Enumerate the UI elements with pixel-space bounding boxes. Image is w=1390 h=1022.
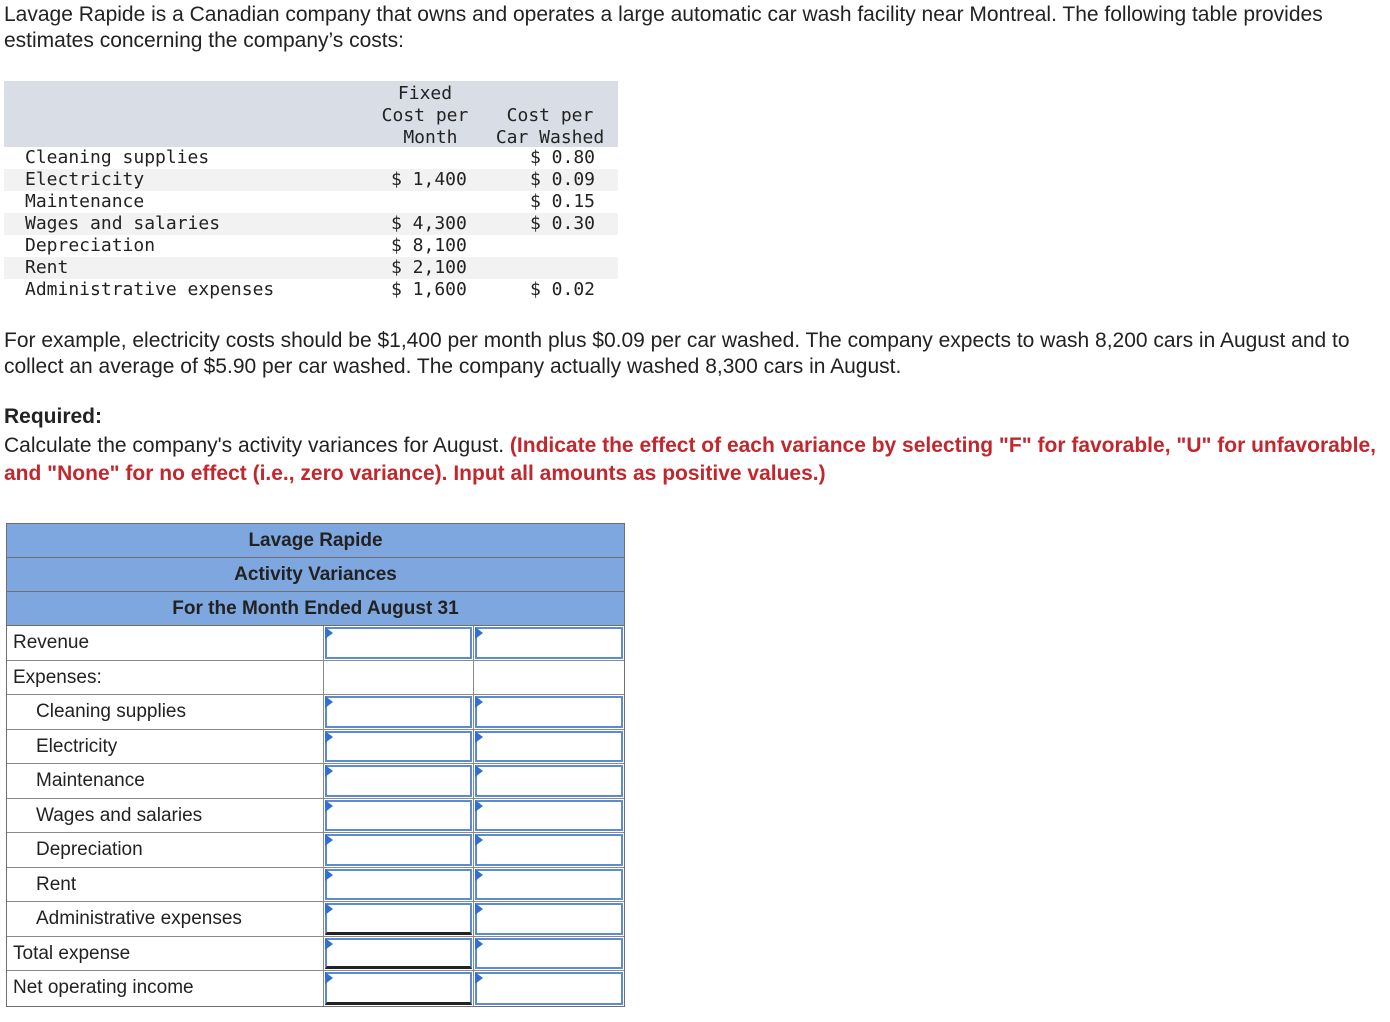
row-label: Maintenance: [7, 764, 324, 798]
effect-select[interactable]: [475, 903, 623, 935]
row-label: Cleaning supplies: [7, 695, 324, 729]
required-heading: Required:: [4, 405, 103, 428]
amount-input[interactable]: [325, 972, 472, 1005]
row-label: Wages and salaries: [7, 799, 324, 833]
fixed-cost: $ 8,100: [391, 235, 467, 256]
dropdown-marker-icon: [325, 869, 333, 881]
effect-cell[interactable]: [474, 902, 624, 936]
cost-row: [4, 279, 618, 301]
dropdown-marker-icon: [325, 834, 333, 846]
header-fixed-cost: Fixed Cost per Month: [381, 83, 469, 148]
empty-cell: [324, 661, 474, 695]
amount-input[interactable]: [325, 903, 472, 935]
dropdown-marker-icon: [325, 731, 333, 743]
effect-select[interactable]: [475, 800, 623, 832]
amount-input[interactable]: [325, 869, 472, 901]
cost-row: [4, 257, 618, 279]
row-label: Administrative expenses: [7, 902, 324, 936]
dropdown-marker-icon: [475, 627, 483, 639]
dropdown-marker-icon: [325, 765, 333, 777]
table-row-total-expense: [7, 937, 624, 972]
company-title: [7, 524, 624, 558]
amount-cell[interactable]: [324, 868, 474, 902]
row-label: Expenses:: [7, 661, 324, 695]
amount-input[interactable]: [325, 696, 472, 728]
row-label: Net operating income: [7, 971, 324, 1006]
cost-row: [4, 191, 618, 213]
required-question: Calculate the company's activity variances for August.: [4, 434, 510, 457]
dropdown-marker-icon: [325, 903, 333, 915]
amount-cell[interactable]: [324, 833, 474, 867]
effect-cell[interactable]: [474, 626, 624, 660]
cost-label: Depreciation: [25, 235, 156, 256]
table-row-electricity: [7, 730, 624, 765]
effect-cell[interactable]: [474, 971, 624, 1006]
dropdown-marker-icon: [475, 800, 483, 812]
fixed-cost: $ 4,300: [391, 213, 467, 234]
amount-cell[interactable]: [324, 764, 474, 798]
table-row-depreciation: [7, 833, 624, 868]
table-row-net-operating-income: [7, 971, 624, 1006]
amount-input[interactable]: [325, 765, 472, 797]
amount-input[interactable]: [325, 627, 472, 659]
effect-cell[interactable]: [474, 799, 624, 833]
required-text: [4, 432, 1384, 488]
fixed-cost: $ 1,400: [391, 169, 467, 190]
effect-select[interactable]: [475, 696, 623, 728]
dropdown-marker-icon: [325, 938, 333, 950]
amount-cell[interactable]: [324, 695, 474, 729]
amount-input[interactable]: [325, 800, 472, 832]
effect-cell[interactable]: [474, 730, 624, 764]
cost-row: [4, 235, 618, 257]
variable-cost: $ 0.02: [530, 279, 596, 300]
table-row-administrative-expenses: [7, 902, 624, 937]
cost-label: Administrative expenses: [25, 279, 275, 300]
cost-table-header: [4, 81, 618, 147]
dropdown-marker-icon: [475, 972, 483, 984]
effect-cell[interactable]: [474, 868, 624, 902]
effect-cell[interactable]: [474, 695, 624, 729]
cost-label: Rent: [25, 257, 69, 278]
cost-estimates-table: [4, 81, 618, 301]
cost-row: [4, 147, 618, 169]
table-row-rent: [7, 868, 624, 903]
required-instruction: (Indicate the effect of each variance by selecting "F" for favorable, "U" for unfavorable, and "None" for no effect (i.e., zero variance). Input all amounts as positive values.): [4, 434, 1376, 485]
amount-cell[interactable]: [324, 937, 474, 971]
report-name: Activity Variances: [234, 564, 397, 585]
row-label: Depreciation: [7, 833, 324, 867]
dropdown-marker-icon: [475, 869, 483, 881]
dropdown-marker-icon: [475, 765, 483, 777]
variable-cost: $ 0.09: [530, 169, 596, 190]
effect-select[interactable]: [475, 765, 623, 797]
effect-select[interactable]: [475, 834, 623, 866]
table-row-maintenance: [7, 764, 624, 799]
dropdown-marker-icon: [325, 696, 333, 708]
cost-row: [4, 169, 618, 191]
row-label: Revenue: [7, 626, 324, 660]
header-variable-cost: Cost per Car Washed: [495, 105, 605, 148]
effect-cell[interactable]: [474, 833, 624, 867]
dropdown-marker-icon: [475, 731, 483, 743]
effect-select[interactable]: [475, 731, 623, 763]
effect-select[interactable]: [475, 627, 623, 659]
effect-cell[interactable]: [474, 764, 624, 798]
dropdown-marker-icon: [325, 972, 333, 984]
cost-row: [4, 213, 618, 235]
dropdown-marker-icon: [325, 800, 333, 812]
row-label: Rent: [7, 868, 324, 902]
cost-label: Maintenance: [25, 191, 145, 212]
amount-cell[interactable]: [324, 626, 474, 660]
dropdown-marker-icon: [475, 834, 483, 846]
effect-cell[interactable]: [474, 937, 624, 971]
dropdown-marker-icon: [325, 627, 333, 639]
table-row-revenue: [7, 626, 624, 661]
company-name: Lavage Rapide: [248, 530, 383, 551]
dropdown-marker-icon: [475, 903, 483, 915]
amount-cell[interactable]: [324, 971, 474, 1006]
period-title: [7, 592, 624, 626]
table-row-expenses: [7, 661, 624, 696]
activity-variances-table: [6, 523, 625, 1007]
dropdown-marker-icon: [475, 696, 483, 708]
amount-cell[interactable]: [324, 799, 474, 833]
empty-cell: [474, 661, 624, 695]
example-paragraph: For example, electricity costs should be $1,400 per month plus $0.09 per car washed. The company expects to wash 8,200 cars in August and to collect an average of $5.90 per car washed. The company actually washed 8,300 cars in August.: [4, 329, 1350, 378]
table-row-wages-and-salaries: [7, 799, 624, 834]
effect-select[interactable]: [475, 869, 623, 901]
cost-label: Cleaning supplies: [25, 147, 210, 168]
amount-cell[interactable]: [324, 902, 474, 936]
report-period: For the Month Ended August 31: [172, 598, 459, 619]
cost-label: Wages and salaries: [25, 213, 221, 234]
effect-select[interactable]: [475, 972, 623, 1005]
variable-cost: $ 0.80: [530, 147, 596, 168]
row-label: Total expense: [7, 937, 324, 971]
amount-input[interactable]: [325, 834, 472, 866]
variable-cost: $ 0.30: [530, 213, 596, 234]
cost-label: Electricity: [25, 169, 145, 190]
amount-input[interactable]: [325, 938, 472, 970]
fixed-cost: $ 2,100: [391, 257, 467, 278]
effect-select[interactable]: [475, 938, 623, 970]
dropdown-marker-icon: [475, 938, 483, 950]
fixed-cost: $ 1,600: [391, 279, 467, 300]
report-title: [7, 558, 624, 592]
variable-cost: $ 0.15: [530, 191, 596, 212]
amount-input[interactable]: [325, 731, 472, 763]
intro-text: Lavage Rapide is a Canadian company that owns and operates a large automatic car wash facility near Montreal. The following table provides estimates concerning the company’s costs:: [4, 3, 1323, 52]
row-label: Electricity: [7, 730, 324, 764]
amount-cell[interactable]: [324, 730, 474, 764]
table-row-cleaning-supplies: [7, 695, 624, 730]
